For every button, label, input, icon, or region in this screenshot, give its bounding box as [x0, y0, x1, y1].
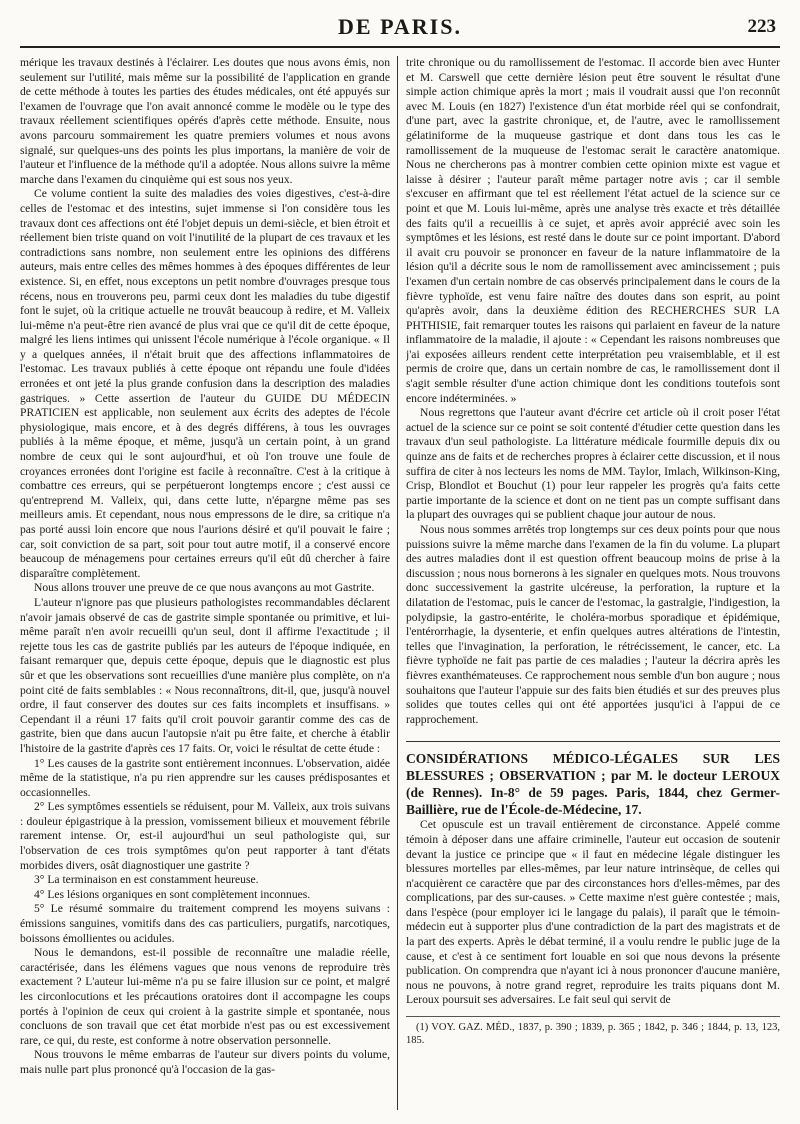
column-divider [397, 56, 398, 1110]
left-paragraph-10: Nous le demandons, est-il possible de reconnaître une maladie réelle, caractérisée, dans les élémens vagues que nous venons de reproduire très exactement ? L'auteur lui-même n'a pu se faire illusion sur ce point, et malgré les circonlocutions et les précautions oratoires dont il accompagne les coups portés à l'opinion de ceux qui croient à la gastrite simple et spontanée, nous concluons de son travail que cet état morbide n'est pas ou est excessivement rare, ce qui, du reste, est conforme à notre observation personnelle. [20, 946, 390, 1047]
footnote: (1) VOY. GAZ. MÉD., 1837, p. 390 ; 1839, p. 365 ; 1842, p. 346 ; 1844, p. 13, 123, 185. [406, 1016, 780, 1047]
left-list-item-5: 5° Le résumé sommaire du traitement comprend les moyens suivans : émissions sanguines, vomitifs dans des cas particuliers, purgatifs, narcotiques, boissons émollientes ou acidules. [20, 902, 390, 945]
right-paragraph-1: trite chronique ou du ramollissement de l'estomac. Il accorde bien avec Hunter et M. Carswell que cette dernière lésion peut être souvent le résultat d'une simple action chimique après la mort ; mais il voudrait aussi que l'on reconnût avec M. Louis (en 1827) l'existence d'un état morbide réel qui se confondrait, d'une part, avec la gastrite chronique, et, de l'autre, avec le ramollissement gélatiniforme de la muqueuse gastrique et dont dans tous les cas le ramollissement de la muqueuse de l'estomac serait le caractère anatomique. Nous ne chercherons pas à montrer combien cette opinion mixte est vague et laisse à désirer ; l'auteur paraît même partager notre avis ; car il semble s'excuser en affirmant que tel est réellement l'état actuel de la science sur ce point et que M. Louis lui-même, après une analyse très exacte et très détaillée des faits qu'il a recueillis à ce sujet, et après avoir apprécié avec soin les symptômes et les lésions, est resté dans le doute sur ce point important. D'abord il avait cru pouvoir se prononcer en faveur de la nature inflammatoire de la lésion qu'il a décrite sous le nom de ramollissement avec amincissement ; puis l'examen d'un certain nombre de cas observés principalement dans le cours de la fièvre typhoïde, est venu faire naître des doutes dans son esprit, au point qu'après avoir, dans la deuxième édition des RECHERCHES SUR LA PHTHISIE, fait remarquer toutes les raisons qui parlaient en faveur de la nature inflammatoire de la maladie, il ajoute : « Cependant les raisons nombreuses que j'ai exposées ailleurs rendent cette interprétation peu vraisemblable, et il est permis de croire que, dans un certain nombre de cas, le ramollissement dont il s'agit semble résulter d'une action chimique dont les conditions toutefois sont encore indéterminées. » [406, 56, 780, 405]
right-paragraph-4: Cet opuscule est un travail entièrement de circonstance. Appelé comme témoin à déposer dans une affaire criminelle, l'auteur eut occasion de soutenir devant la justice ce principe que « il faut en médecine légale distinguer les blessures mortelles par elles-mêmes, par leur nature intrinsèque, de celles qui n'acquièrent ce caractère que par des circonstances hors d'elles-mêmes, par des complications, par des sur-causes. » Cette maxime n'est guère contestée ; mais, dans l'espèce (pour employer ici le langage du palais), il paraît que le témoin-médecin eut à supporter plus d'une contradiction de la part des magistrats et de la part des experts. Après le débat terminé, il a voulu rendre le public juge de la cause, et c'est à ce sentiment fort louable en soi que nous devons la présente publication. On comprendra que n'ayant ici à nous prononcer d'aucune manière, nous ne pouvons, à notre grand regret, reproduire les traits piquans dont M. Leroux poursuit ses adversaires. Le fait seul qui servit de [406, 818, 780, 1007]
left-paragraph-3: Nous allons trouver une preuve de ce que nous avançons au mot Gastrite. [34, 581, 375, 595]
left-column [20, 56, 390, 1110]
right-paragraph-2: Nous regrettons que l'auteur avant d'écrire cet article où il croit poser l'état actuel de la science sur ce point se soit contenté d'étudier cette question dans les travaux d'un seul pathologiste. La littérature médicale fourmille depuis dix ou quinze ans de faits et de recherches propres à éclairer cette discussion, et il nous suffira de citer à nos lecteurs les noms de MM. Taylor, Imlach, Wilkinson-King, Crisp, Blondlot et Bouchut (1) pour leur rappeler les progrès qu'a faits cette partie importante de la science et dont on ne tient pas un compte suffisant dans la plupart des ouvrages qui se publient chaque jour autour de nous. [406, 406, 780, 522]
left-paragraph-2: Ce volume contient la suite des maladies des voies digestives, c'est-à-dire celles de l'estomac et des intestins, sujet immense si l'on considère tous les travaux dont ces affections ont été l'objet depuis un demi-siècle, et bien étroit et réellement bien triste quand on voit l'inutilité de la plupart de ces travaux et les contradictions sans nombre, non seulement entre les opinions des différens auteurs, mais entre celles des mêmes hommes à des époques différentes de leur existence. Si, en effet, nous exceptons un petit nombre d'ouvrages presque tous récens, nous en trouverons peu, parmi ceux dont les maladies du tube digestif font le sujet, où la critique actuelle ne trouvât beaucoup à redire, et M. Valleix lui-même n'a peut-être rien avancé de plus vrai que ce qu'il dit de cette époque, malgré les liens intimes qui unissent l'école numérique à l'école organique. « Il y a quelques années, il n'était bruit que des affections inflammatoires de l'estomac. Les travaux publiés à cette époque ont répandu une foule d'idées erronées et ont jeté la plus grande confusion dans la description des maladies gastriques. » Cette assertion de l'auteur du GUIDE DU MÉDECIN PRATICIEN est applicable, non seulement aux écrits des adeptes de l'école physiologique, mais encore, et à des degrés différens, à tous les ouvrages publiés à la même époque, et même, jusqu'à un certain point, à un grand nombre de ceux qui le sont aujourd'hui, et où l'on trouve une foule de croyances erronées dont l'origine est facile à reconnaître. C'est à la critique à combattre ces erreurs, qui se perpétueront longtemps encore ; c'est aussi ce qu'entreprend M. Valleix, qui, dans cette lutte, n'épargne même pas ses meilleurs amis. Et cependant, nous nous empressons de le dire, sa critique n'a pas porté aussi loin encore que nous l'aurions désiré et qu'il pouvait le faire ; car, soit conviction de sa part, soit pour tout autre motif, il a conservé encore beaucoup de ménagemens pour certaines erreurs qu'il eût dû chercher à faire disparaître complètement. [20, 187, 390, 580]
left-list-item-1: 1° Les causes de la gastrite sont entièrement inconnues. L'observation, aidée même de la statistique, n'a pu rien apprendre sur les causes prédisposantes et occasionnelles. [20, 756, 390, 799]
left-paragraph-1: mérique les travaux destinés à l'éclairer. Les doutes que nous avons émis, non seulement sur l'utilité, mais même sur la possibilité de l'application en grande de cette méthode à toutes les parties des études médicales, ont été appuyés sur l'examen de l'ouvrage que l'on avait annoncé comme le modèle ou le type des travaux réellement scientifiques opérés d'après cette méthode. Ensuite, nous avons parcouru sommairement les quatre premiers volumes et nous avons signalé, sur quelques-uns des points les plus importans, la manière de voir de l'auteur et l'influence de la méthode qu'il a adoptée. Nous allons suivre la même marche dans l'examen du cinquième qui est sous nos yeux. [20, 56, 390, 186]
page-number: 223 [747, 16, 776, 37]
left-list-item-4: 4° Les lésions organiques en sont complètement inconnues. [34, 887, 311, 901]
left-list-item-3: 3° La terminaison en est constamment heureuse. [34, 873, 259, 887]
left-paragraph-4: L'auteur n'ignore pas que plusieurs pathologistes recommandables déclarent n'avoir jamais observé de cas de gastrite simple spontanée ou primitive, et lui-même paraît n'en avoir recueilli qu'un seul, dont il affirme l'exactitude ; il rejette tous les cas de gastrite publiés par les auteurs de l'époque indiquée, en faisant remarquer que, depuis cette époque, depuis que le diagnostic est plus sûr et que les observations sont recueillies d'une manière plus complète, on n'a point cité de faits semblables : « Nous reconnaîtrons, dit-il, que, jusqu'à nouvel ordre, il faut conserver des doutes sur ces faits incomplets et insuffisans. » Cependant il a réuni 17 faits qu'il croit pouvoir garantir comme des cas de gastrite, bien que dans aucun l'autopsie n'ait pu être faite, et cherche à établir l'histoire de la gastrite d'après ces 17 faits. Or, voici le résultat de cette étude : [20, 595, 390, 755]
right-paragraph-3: Nous nous sommes arrêtés trop longtemps sur ces deux points pour que nous puissions suivre la même marche dans l'examen de la fin du volume. La plupart des autres maladies dont il est question offrent beaucoup moins de prise à la discussion ; nous nous bornerons à les signaler en quelques mots. Nous trouvons donc successivement la gastrite ulcéreuse, la perforation, la rupture et la dilatation de l'estomac, puis le cancer de l'estomac, la gastralgie, l'indigestion, la polydipsie, la gastro-entérite, le choléra-morbus sporadique et épidémique, l'entérorrhagie, la dysenterie, et enfin quelques autres altérations de l'intestin, telles que l'invagination, la perforation, le rétrécissement, le cancer, etc. La fièvre typhoïde ne fait pas partie de ces maladies ; l'auteur la décrira après les fièvres exanthémateuses. Ce rapprochement nous semble d'un bon augure ; nous souhaitons que l'auteur l'appuie sur des faits bien étudiés et sur des preuves plus solides que toutes celles qui ont été apportées jusqu'ici à l'appui de ce rapprochement. [406, 523, 780, 726]
review-heading: CONSIDÉRATIONS MÉDICO-LÉGALES SUR LES BLESSURES ; OBSERVATION ; par M. le docteur LEROUX (de Rennes). In-8° de 59 pages. Paris, 1844, chez Germer-Baillière, rue de l'École-de-Médecine, 17. [406, 741, 780, 818]
left-paragraph-11: Nous trouvons le même embarras de l'auteur sur divers points du volume, mais nulle part plus prononcé qu'à l'occasion de la gas- [20, 1048, 390, 1076]
left-list-item-2: 2° Les symptômes essentiels se réduisent, pour M. Valleix, aux trois suivans : douleur épigastrique à la pression, vomissement bilieux et mouvement fébrile rarement intense. Or, est-il aujourd'hui un seul pathologiste qui, sur l'observation de ces trois symptômes qu'on peut rapporter à tant d'états morbides divers, osât diagnostiquer une gastrite ? [20, 800, 390, 872]
page-header [20, 12, 780, 48]
right-column [406, 56, 780, 1110]
page-title: DE PARIS. [338, 14, 462, 39]
